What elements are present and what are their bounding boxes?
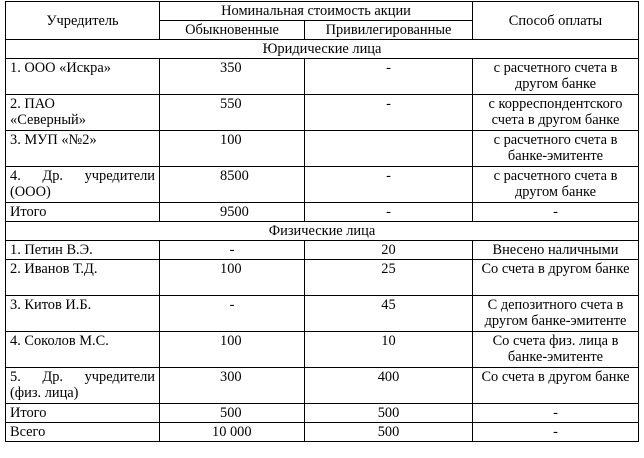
table-row	[6, 368, 639, 404]
table-row	[6, 241, 639, 260]
founder-name: 3. МУП «№2»	[6, 131, 160, 167]
ordinary-value: 9500	[160, 203, 305, 222]
founder-name-line1: 2. ПАО	[10, 96, 55, 112]
founder-name: 1. ООО «Искра»	[6, 59, 160, 95]
preferred-value: 45	[305, 296, 473, 332]
payment-method: -	[473, 203, 639, 222]
table-row	[6, 59, 639, 95]
ordinary-value: 350	[160, 59, 305, 95]
founder-name-line1: 5. Др. учредители	[10, 369, 155, 385]
header-payment: Способ оплаты	[473, 2, 639, 40]
payment-method: Со счета в другом банке	[473, 368, 639, 404]
payment-method: Со счета в другом банке	[473, 260, 639, 296]
table-row	[6, 95, 639, 131]
section-legal: Юридические лица	[6, 40, 639, 59]
table-row	[6, 404, 639, 423]
preferred-value: 10	[305, 332, 473, 368]
founder-name: 1. Петин В.Э.	[6, 241, 160, 260]
preferred-value	[305, 131, 473, 167]
founders-table	[5, 1, 639, 442]
founder-name-line2: «Северный»	[10, 112, 86, 128]
table-row	[6, 296, 639, 332]
founder-name	[6, 167, 160, 203]
ordinary-value: 100	[160, 131, 305, 167]
founder-name: Итого	[6, 203, 160, 222]
header-founder: Учредитель	[6, 2, 160, 40]
payment-method: с расчетного счета в банке-эмитенте	[473, 131, 639, 167]
ordinary-value: 300	[160, 368, 305, 404]
founder-name	[6, 368, 160, 404]
preferred-value: 500	[305, 423, 473, 442]
payment-method: с корреспондентского счета в другом банке	[473, 95, 639, 131]
payment-method: С депозитного счета в другом банке-эмитенте	[473, 296, 639, 332]
payment-method: -	[473, 404, 639, 423]
ordinary-value: 8500	[160, 167, 305, 203]
founder-name	[6, 95, 160, 131]
section-legal-row	[6, 40, 639, 59]
header-preferred: Привилегированные	[305, 21, 473, 40]
founder-name: Всего	[6, 423, 160, 442]
ordinary-value: 500	[160, 404, 305, 423]
ordinary-value: 10 000	[160, 423, 305, 442]
founder-name-line2: (физ. лица)	[10, 385, 79, 401]
ordinary-value: -	[160, 296, 305, 332]
founder-name: 3. Китов И.Б.	[6, 296, 160, 332]
preferred-value: 500	[305, 404, 473, 423]
header-nominal: Номинальная стоимость акции	[160, 2, 473, 21]
payment-method: Внесено наличными	[473, 241, 639, 260]
founder-name: 2. Иванов Т.Д.	[6, 260, 160, 296]
section-physical-row	[6, 222, 639, 241]
founder-name: 4. Соколов М.С.	[6, 332, 160, 368]
preferred-value: -	[305, 59, 473, 95]
preferred-value: 400	[305, 368, 473, 404]
preferred-value: 25	[305, 260, 473, 296]
table-row	[6, 167, 639, 203]
header-ordinary: Обыкновенные	[160, 21, 305, 40]
founder-name-line1: 4. Др. учредители	[10, 168, 155, 184]
ordinary-value: 550	[160, 95, 305, 131]
founder-name-line2: (ООО)	[10, 184, 51, 200]
table-row	[6, 260, 639, 296]
ordinary-value: 100	[160, 332, 305, 368]
ordinary-value: -	[160, 241, 305, 260]
payment-method: с расчетного счета в другом банке	[473, 167, 639, 203]
table-row	[6, 131, 639, 167]
section-physical: Физические лица	[6, 222, 639, 241]
ordinary-value: 100	[160, 260, 305, 296]
table-row	[6, 332, 639, 368]
payment-method: Со счета физ. лица в банке-эмитенте	[473, 332, 639, 368]
header-row	[6, 2, 639, 21]
preferred-value: -	[305, 203, 473, 222]
table-row	[6, 203, 639, 222]
founder-name: Итого	[6, 404, 160, 423]
payment-method: -	[473, 423, 639, 442]
preferred-value: 20	[305, 241, 473, 260]
preferred-value: -	[305, 95, 473, 131]
payment-method: с расчетного счета в другом банке	[473, 59, 639, 95]
table-row	[6, 423, 639, 442]
preferred-value: -	[305, 167, 473, 203]
